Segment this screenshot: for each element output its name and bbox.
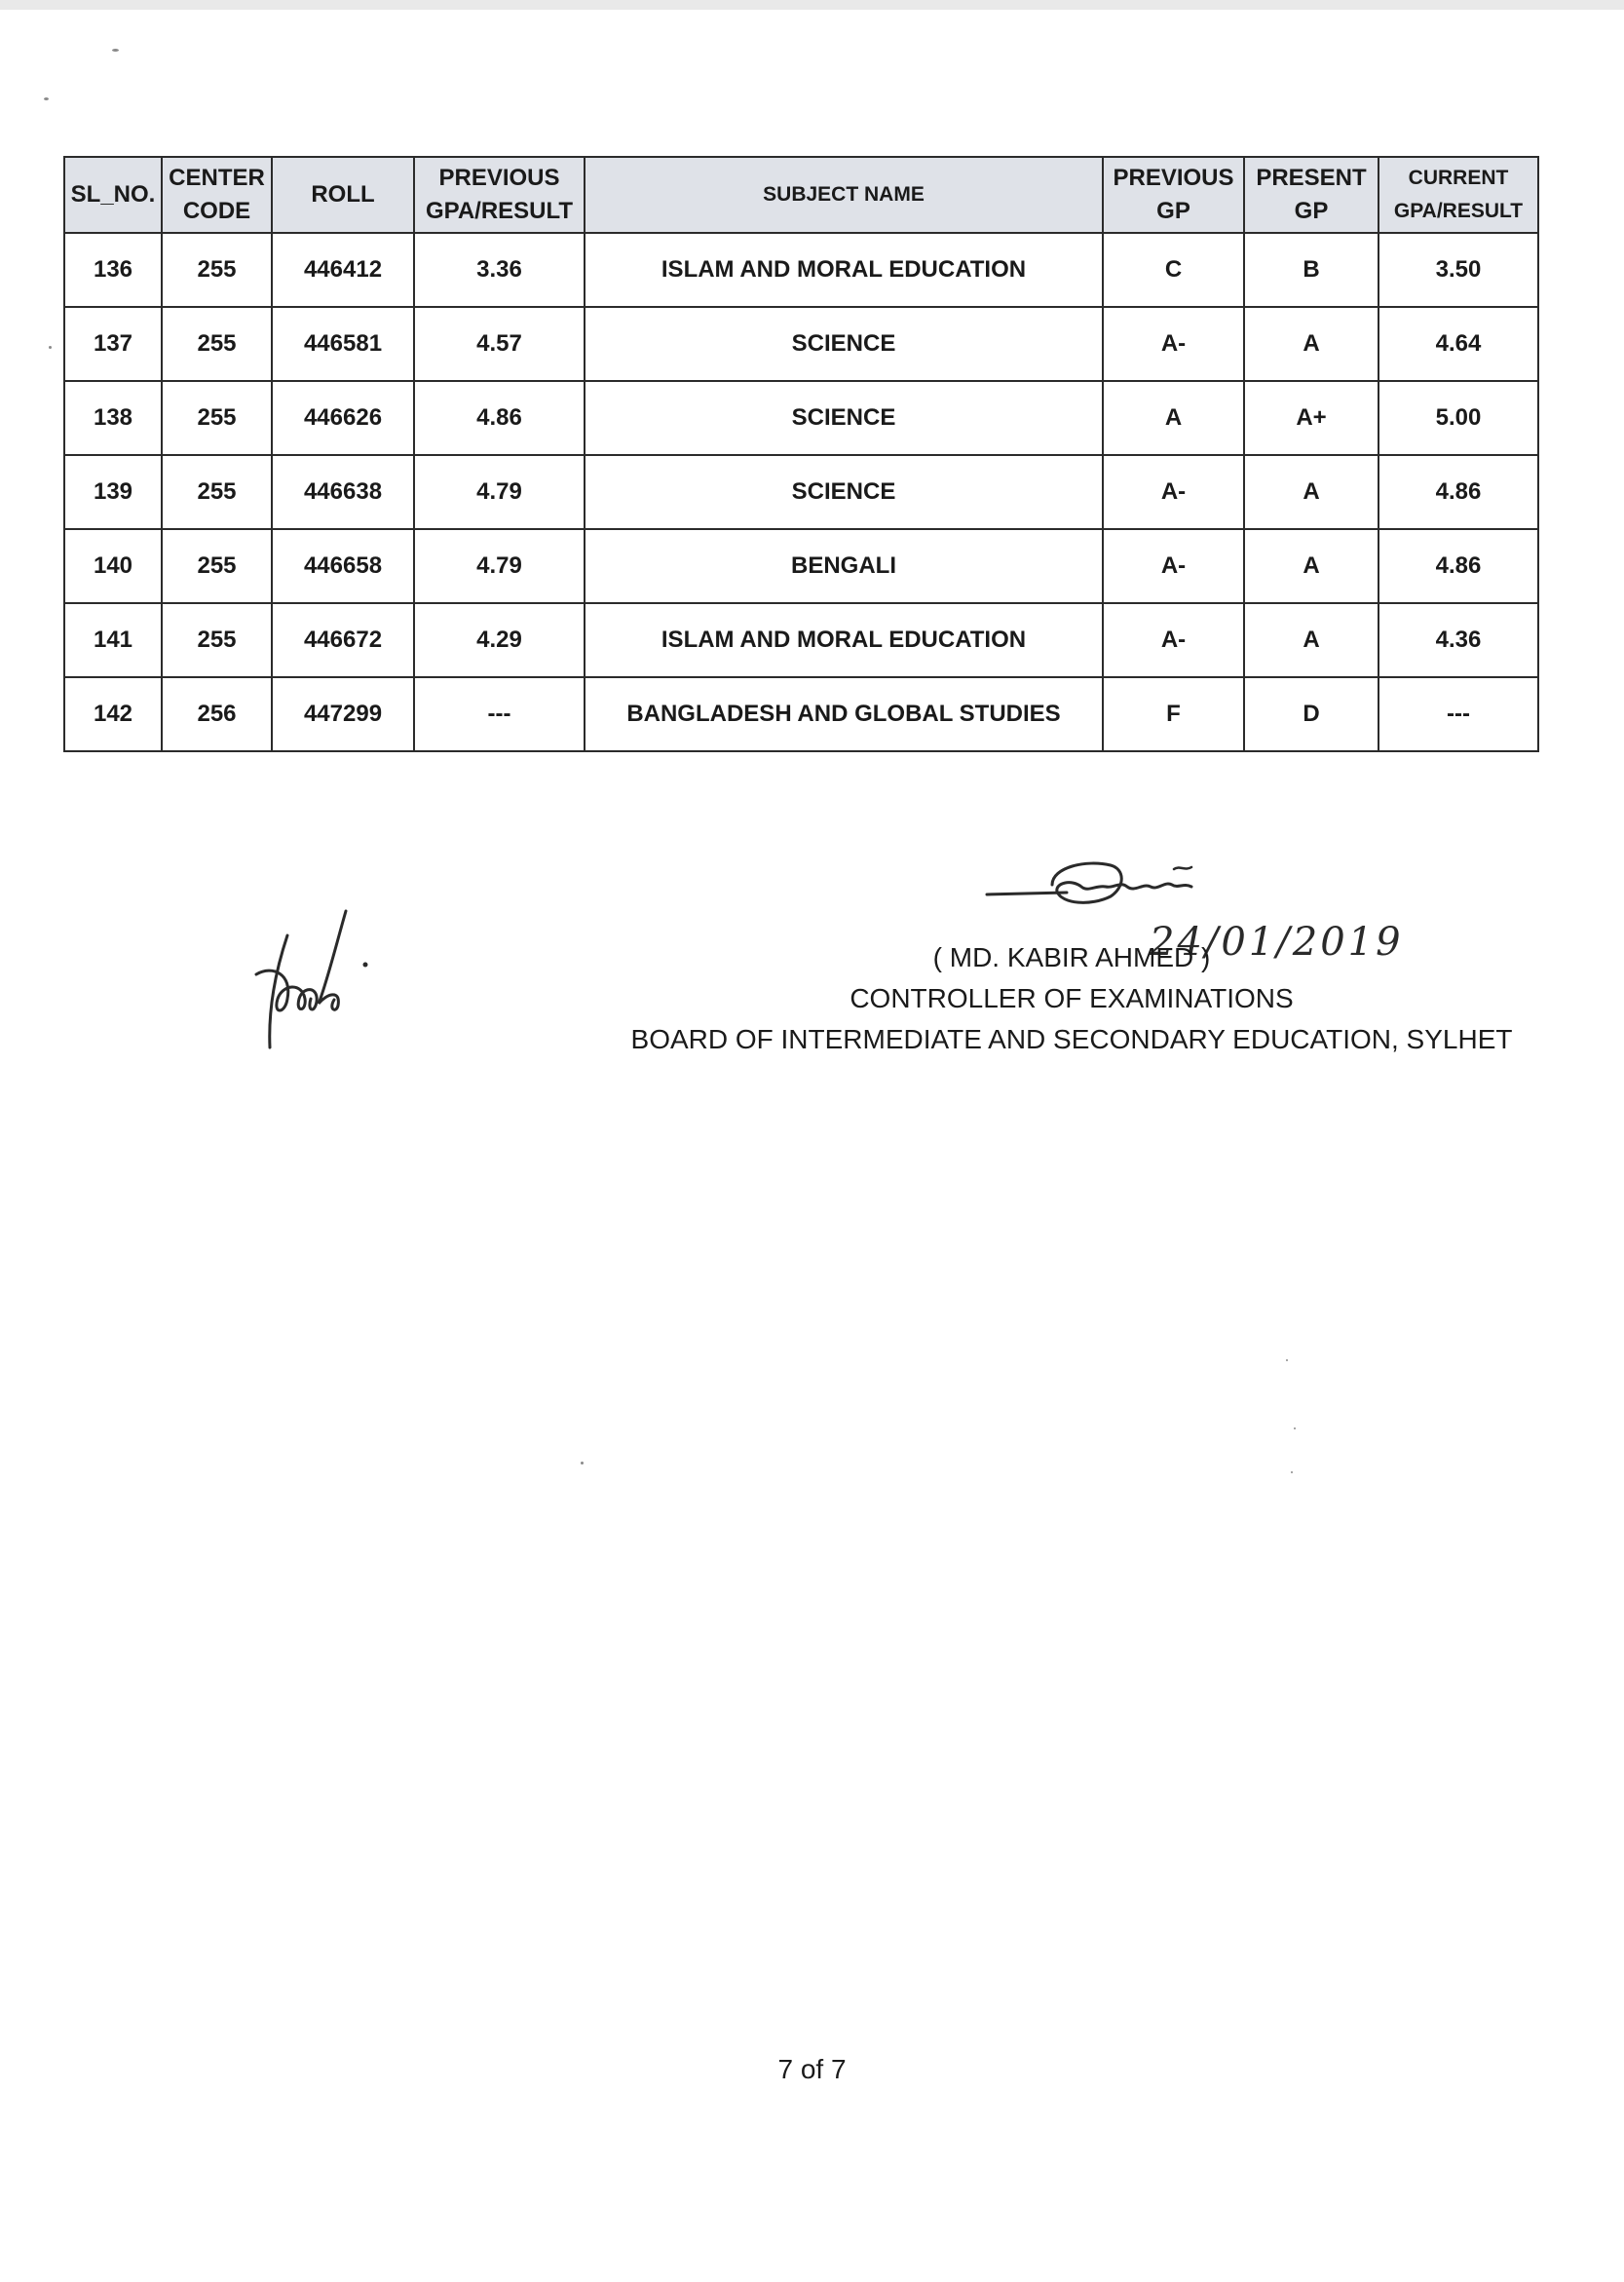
scan-speck (44, 97, 49, 100)
table-row (64, 381, 1538, 455)
cell-previous-gpa: 3.36 (414, 233, 585, 307)
cell-center-code: 255 (162, 603, 272, 677)
initials-signature (248, 906, 375, 1052)
table-header-row (64, 157, 1538, 233)
cell-current-gpa: 4.86 (1379, 529, 1538, 603)
cell-previous-gp: A- (1103, 529, 1244, 603)
table-row (64, 603, 1538, 677)
cell-current-gpa: --- (1379, 677, 1538, 751)
cell-roll: 447299 (272, 677, 414, 751)
cell-previous-gp: A (1103, 381, 1244, 455)
scan-speck (1286, 1359, 1288, 1361)
table-row (64, 677, 1538, 751)
scan-speck (49, 346, 52, 349)
cell-subject: SCIENCE (585, 381, 1103, 455)
cell-present-gp: A (1244, 603, 1379, 677)
cell-previous-gp: A- (1103, 455, 1244, 529)
cell-current-gpa: 5.00 (1379, 381, 1538, 455)
cell-present-gp: B (1244, 233, 1379, 307)
header-previous-gp: PREVIOUS GP (1103, 157, 1244, 233)
cell-center-code: 256 (162, 677, 272, 751)
table-row (64, 307, 1538, 381)
signatory-name: ( MD. KABIR AHMED ) (932, 942, 1211, 972)
cell-subject: ISLAM AND MORAL EDUCATION (585, 233, 1103, 307)
cell-roll: 446412 (272, 233, 414, 307)
cell-sl-no: 138 (64, 381, 162, 455)
cell-previous-gpa: --- (414, 677, 585, 751)
cell-sl-no: 141 (64, 603, 162, 677)
cell-roll: 446626 (272, 381, 414, 455)
cell-present-gp: A (1244, 307, 1379, 381)
cell-previous-gp: A- (1103, 307, 1244, 381)
scan-speck (1291, 1471, 1293, 1473)
cell-subject: SCIENCE (585, 455, 1103, 529)
cell-sl-no: 139 (64, 455, 162, 529)
cell-center-code: 255 (162, 233, 272, 307)
signatory-organization: BOARD OF INTERMEDIATE AND SECONDARY EDUCATION, SYLHET (630, 1024, 1513, 1054)
table-row (64, 455, 1538, 529)
cell-subject: BANGLADESH AND GLOBAL STUDIES (585, 677, 1103, 751)
signature-block (585, 857, 1559, 1060)
cell-roll: 446638 (272, 455, 414, 529)
cell-previous-gp: C (1103, 233, 1244, 307)
handwritten-date: 24/01/2019 (1150, 920, 1404, 965)
cell-roll: 446581 (272, 307, 414, 381)
results-table (63, 156, 1539, 752)
scan-speck (1294, 1427, 1296, 1429)
header-roll: ROLL (272, 157, 414, 233)
cell-center-code: 255 (162, 455, 272, 529)
cell-sl-no: 136 (64, 233, 162, 307)
cell-sl-no: 140 (64, 529, 162, 603)
cell-present-gp: A (1244, 529, 1379, 603)
cell-sl-no: 142 (64, 677, 162, 751)
cell-current-gpa: 4.64 (1379, 307, 1538, 381)
scan-speck (581, 1462, 584, 1464)
cell-center-code: 255 (162, 307, 272, 381)
cell-sl-no: 137 (64, 307, 162, 381)
header-current-gpa: CURRENT GPA/RESULT (1379, 157, 1538, 233)
scan-speck (112, 49, 119, 52)
header-sl-no: SL_NO. (64, 157, 162, 233)
cell-previous-gpa: 4.29 (414, 603, 585, 677)
header-center-code: CENTER CODE (162, 157, 272, 233)
cell-subject: BENGALI (585, 529, 1103, 603)
table-row (64, 529, 1538, 603)
cell-center-code: 255 (162, 529, 272, 603)
cell-current-gpa: 3.50 (1379, 233, 1538, 307)
cell-current-gpa: 4.36 (1379, 603, 1538, 677)
cell-subject: ISLAM AND MORAL EDUCATION (585, 603, 1103, 677)
cell-present-gp: A (1244, 455, 1379, 529)
cell-previous-gp: F (1103, 677, 1244, 751)
cell-previous-gp: A- (1103, 603, 1244, 677)
scan-top-edge (0, 0, 1624, 10)
cell-previous-gpa: 4.57 (414, 307, 585, 381)
cell-current-gpa: 4.86 (1379, 455, 1538, 529)
signature-spacer (585, 857, 1559, 937)
cell-center-code: 255 (162, 381, 272, 455)
cell-present-gp: D (1244, 677, 1379, 751)
cell-subject: SCIENCE (585, 307, 1103, 381)
table-row (64, 233, 1538, 307)
page-number: 7 of 7 (777, 2054, 847, 2084)
header-subject-name: SUBJECT NAME (585, 157, 1103, 233)
cell-present-gp: A+ (1244, 381, 1379, 455)
cell-previous-gpa: 4.86 (414, 381, 585, 455)
signatory-title: CONTROLLER OF EXAMINATIONS (850, 983, 1294, 1013)
cell-roll: 446672 (272, 603, 414, 677)
header-present-gp: PRESENT GP (1244, 157, 1379, 233)
cell-previous-gpa: 4.79 (414, 455, 585, 529)
cell-roll: 446658 (272, 529, 414, 603)
header-previous-gpa: PREVIOUS GPA/RESULT (414, 157, 585, 233)
cell-previous-gpa: 4.79 (414, 529, 585, 603)
